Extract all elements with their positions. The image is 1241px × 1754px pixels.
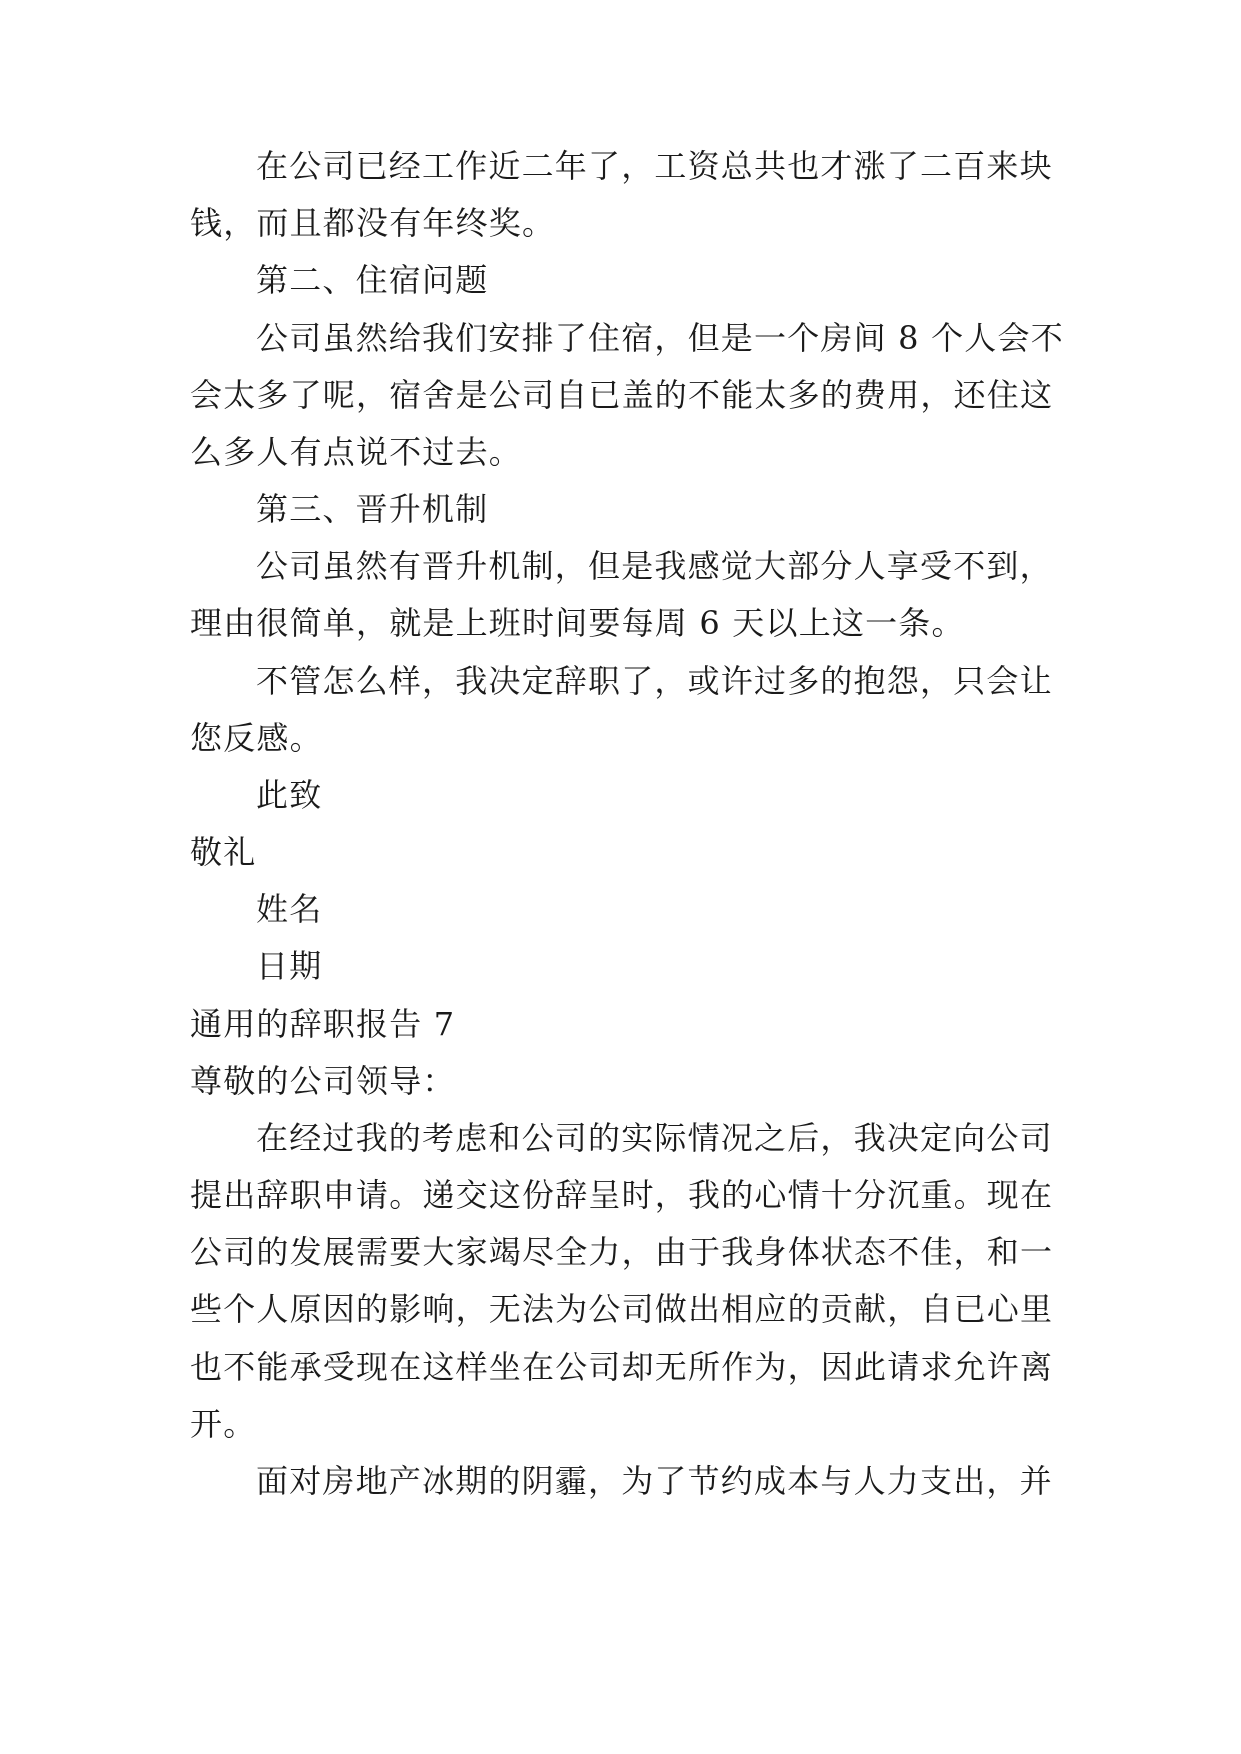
closing-line: 此致 <box>256 776 323 814</box>
paragraph-line: 公司的发展需要大家竭尽全力，由于我身体状态不佳，和一 <box>190 1233 1054 1271</box>
paragraph-line: 公司虽然有晋升机制，但是我感觉大部分人享受不到， <box>256 547 1053 585</box>
paragraph-line: 在公司已经工作近二年了，工资总共也才涨了二百来块 <box>256 147 1053 185</box>
salutation: 尊敬的公司领导： <box>190 1062 456 1100</box>
section-heading: 第二、住宿问题 <box>256 261 489 299</box>
paragraph-line: 在经过我的考虑和公司的实际情况之后，我决定向公司 <box>256 1119 1053 1157</box>
paragraph-line: 提出辞职申请。递交这份辞呈时，我的心情十分沉重。现在 <box>190 1176 1054 1214</box>
paragraph-line: 也不能承受现在这样坐在公司却无所作为，因此请求允许离 <box>190 1348 1054 1386</box>
paragraph-line: 些个人原因的影响，无法为公司做出相应的贡献，自已心里 <box>190 1290 1054 1328</box>
signature-date: 日期 <box>256 947 323 985</box>
paragraph-line: 理由很简单，就是上班时间要每周 6 天以上这一条。 <box>190 604 965 642</box>
paragraph-line: 面对房地产冰期的阴霾，为了节约成本与人力支出，并 <box>256 1462 1053 1500</box>
paragraph-line: 钱，而且都没有年终奖。 <box>190 204 556 242</box>
signature-name: 姓名 <box>256 890 323 928</box>
paragraph-line: 会太多了呢，宿舍是公司自已盖的不能太多的费用，还住这 <box>190 376 1054 414</box>
paragraph-line: 您反感。 <box>190 719 323 757</box>
section-heading: 第三、晋升机制 <box>256 490 489 528</box>
paragraph-line: 公司虽然给我们安排了住宿，但是一个房间 8 个人会不 <box>256 319 1064 357</box>
paragraph-line: 么多人有点说不过去。 <box>190 433 523 471</box>
closing-line: 敬礼 <box>190 833 257 871</box>
report-title: 通用的辞职报告 7 <box>190 1005 456 1043</box>
paragraph-line: 不管怎么样，我决定辞职了，或许过多的抱怨，只会让 <box>256 662 1053 700</box>
paragraph-line: 开。 <box>190 1405 257 1443</box>
